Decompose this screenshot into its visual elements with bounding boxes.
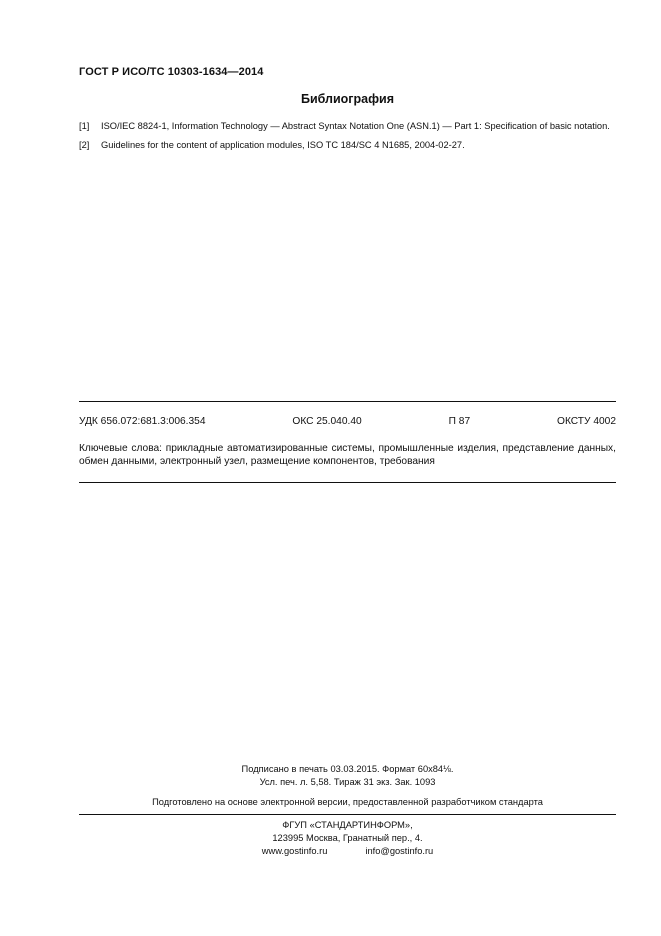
standard-id-header: ГОСТ Р ИСО/ТС 10303-1634—2014: [79, 66, 264, 78]
classification-codes: [79, 416, 616, 427]
imprint-signed: Подписано в печать 03.03.2015. Формат 60x84⅛.: [241, 764, 454, 774]
p-code: П 87: [448, 416, 471, 427]
publisher-rule: [79, 814, 616, 815]
okstu-code: ОКСТУ 4002: [557, 416, 616, 427]
publisher-contacts: [79, 845, 616, 858]
imprint-prepared: Подготовлено на основе электронной версии, предоставленной разработчиком стандарта: [152, 797, 543, 807]
bibliography-item-number: [1]: [79, 121, 90, 131]
keywords-text: Ключевые слова: прикладные автоматизированные системы, промышленные изделия, представление данных, обмен данными, электронный узел, размещение компонентов, требования: [79, 443, 616, 467]
publisher-address: 123995 Москва, Гранатный пер., 4.: [272, 833, 423, 843]
bibliography-item: [79, 139, 616, 151]
publisher-name: ФГУП «СТАНДАРТИНФОРМ»,: [282, 820, 413, 830]
bibliography-item: [79, 120, 616, 132]
udk-code: УДК 656.072:681.3:006.354: [79, 416, 206, 427]
imprint-block: [79, 763, 616, 809]
bibliography-title: Библиография: [300, 92, 395, 106]
classification-bottom-rule: [79, 482, 616, 483]
publisher-website-link[interactable]: www.gostinfo.ru: [261, 846, 328, 856]
bibliography-item-text: ISO/IEC 8824-1, Information Technology — Abstract Syntax Notation One (ASN.1) — Part 1: Specification of basic notation.: [101, 121, 610, 131]
bibliography-item-text: Guidelines for the content of application modules, ISO TC 184/SC 4 N1685, 2004-02-27.: [101, 140, 465, 150]
oks-code: ОКС 25.040.40: [292, 416, 362, 427]
bibliography-item-number: [2]: [79, 140, 90, 150]
imprint-print-sheets: Усл. печ. л. 5,58. Тираж 31 экз. Зак. 1093: [259, 777, 436, 787]
publisher-block: [79, 819, 616, 858]
bibliography-list: [79, 120, 616, 158]
publisher-email-link[interactable]: info@gostinfo.ru: [365, 846, 434, 856]
classification-top-rule: [79, 401, 616, 402]
